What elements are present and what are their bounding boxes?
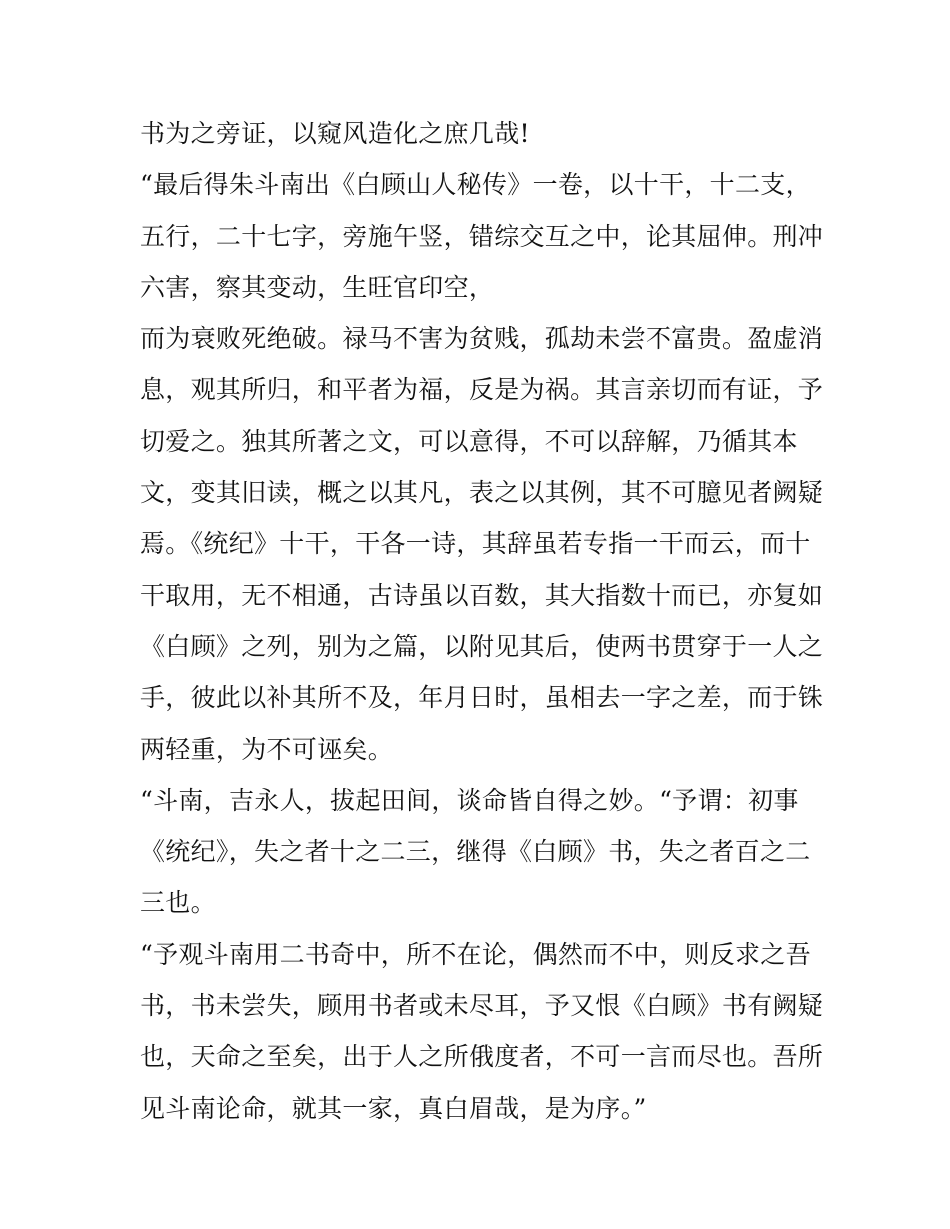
text-line: 书，书未尝失，顾用书者或未尽耳，予又恨《白顾》书有阙疑 [140, 991, 824, 1021]
text-line: 五行，二十七字，旁施午竖，错综交互之中，论其屈伸。刑冲 [140, 221, 824, 251]
text-line: 六害，察其变动，生旺官印空， [140, 272, 495, 302]
text-line: 手，彼此以补其所不及，年月日时，虽相去一字之差，而于铢 [140, 683, 824, 713]
text-line: 焉。《统纪》十干，干各一诗，其辞虽若专指一干而云，而十 [140, 529, 811, 559]
text-line: 干取用，无不相通，古诗虽以百数，其大指数十而已，亦复如 [140, 580, 824, 610]
text-line: 而为衰败死绝破。禄马不害为贫贱，孤劫未尝不富贵。盈虚消 [140, 324, 824, 354]
text-line: 《统纪》，失之者十之二三，继得《白顾》书，失之者百之二 [140, 837, 811, 867]
text-line: 三也。 [140, 888, 216, 918]
text-line: 息，观其所归，和平者为福，反是为祸。其言亲切而有证，予 [140, 375, 824, 405]
text-line: 两轻重，为不可诬矣。 [140, 734, 394, 764]
body-text [140, 108, 830, 1134]
text-line: 《白顾》之列，别为之篇，以附见其后，使两书贯穿于一人之 [140, 631, 824, 661]
text-line: 切爱之。独其所著之文，可以意得，不可以辞解，乃循其本 [140, 426, 798, 456]
text-line: 也，天命之至矣，出于人之所俄度者，不可一言而尽也。吾所 [140, 1042, 824, 1072]
text-line: 书为之旁证，以窥风造化之庶几哉! [140, 119, 530, 148]
text-line: 见斗南论命，就其一家，真白眉哉，是为序。” [140, 1093, 647, 1123]
text-line: 文，变其旧读，概之以其凡，表之以其例，其不可臆见者阙疑 [140, 478, 824, 508]
text-line: “斗南，吉永人，拔起田间，谈命皆自得之妙。“予谓：初事 [140, 785, 799, 815]
text-line: “予观斗南用二书奇中，所不在论，偶然而不中，则反求之吾 [140, 939, 811, 969]
text-line: “最后得朱斗南出《白顾山人秘传》一卷，以十干，十二支， [140, 170, 811, 200]
